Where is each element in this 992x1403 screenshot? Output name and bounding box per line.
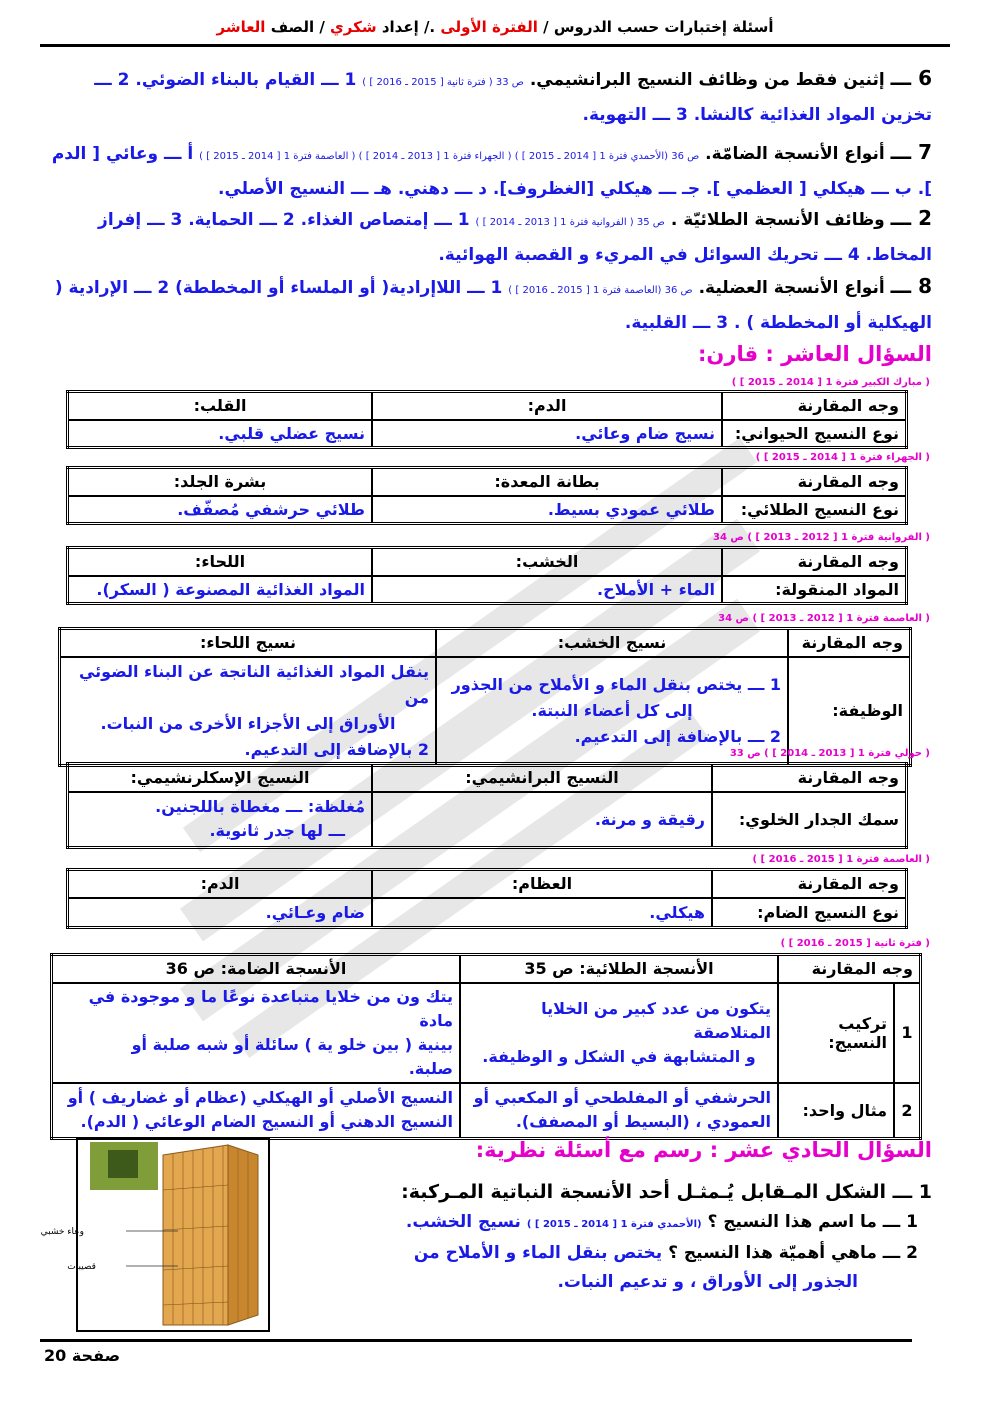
subquestion-ref: (الأحمدي فترة 1 [ 2014 ـ 2015 ] ) [526, 1219, 702, 1230]
table-cell: سمك الجدار الخلوي: [712, 792, 907, 848]
header-grade-label: / الصف [270, 18, 325, 36]
table-cell [60, 657, 437, 766]
subquestion-b-answer-line2: الجذور إلى الأوراق ، و تدعيم النبات. [557, 1272, 858, 1292]
comparison-table-3 [66, 546, 908, 605]
table-cell: رقيقة و مرنة. [372, 792, 712, 848]
table-cell [52, 983, 461, 1083]
comparison-table-6 [66, 868, 908, 929]
footer-divider [40, 1339, 912, 1342]
question-ref: ص 36 (العاصمة فترة 1 [ 2015 ـ 2016 ] ) [508, 285, 693, 296]
table-cell: هيكلي. [372, 898, 712, 928]
subquestion-b-answer: يختص بنقل الماء و الأملاح من [413, 1243, 663, 1263]
table-cell: مثال واحد: [778, 1083, 894, 1139]
table-cell: نوع النسيج الحيواني: [722, 420, 907, 448]
table-source: ( الجهراء فترة 1 [ 2014 ـ 2015 ] ) [755, 452, 930, 463]
page-header [40, 18, 950, 47]
table-header: بطانة المعدة: [372, 468, 722, 496]
subquestion-a: 1 ـــ ما اسم هذا النسيج ؟ [707, 1212, 918, 1232]
cell-line: إلى كل أعضاء النبتة. [531, 700, 693, 720]
cell-line: العمودي ، (البسيط أو المصفف). [515, 1112, 771, 1132]
cell-line: ـــ لها جدر ثانوية. [209, 821, 345, 841]
cell-line: و المتشابهة في الشكل و الوظيفة. [482, 1046, 756, 1066]
question-ref: ص 33 ( فترة ثانية [ 2015 ـ 2016 ] ) [362, 77, 524, 88]
table-row-number: 2 [894, 1083, 921, 1139]
question-11-1-answers [290, 1208, 918, 1297]
cell-line: النسيج الدهني أو النسيج الضام الوعائي ( الدم). [80, 1112, 453, 1132]
subquestion-a-answer: نسيج الخشب. [405, 1212, 521, 1232]
section-subtitle: رسم مع أسئلة نظرية: [475, 1138, 703, 1162]
table-header: النسيج الإسكلرنشيمي: [68, 764, 373, 792]
table-cell: المواد المنقولة: [722, 576, 907, 604]
table-source: ( الفروانية فترة 1 [ 2012 ـ 2013 ] ) ص 34 [713, 532, 930, 543]
table-cell: نوع النسيج الضام: [712, 898, 907, 928]
table-header: وجه المقارنة [722, 548, 907, 576]
question-answer: أ ـــ وعائي [ الدم ]. ب ـــ هيكلي [ العظمي ]. جـ ـــ هيكلي [الغظروف]. د ـــ دهني. هـ ـــ النسيج الأصلي. [51, 144, 932, 199]
question-answer: 1 ـــ اللاإرادية( أو الملساء أو المخططة) 2 ـــ الإرادية ( الهيكلية أو المخططة ) . 3 ـــ القلبية. [54, 278, 932, 333]
table-cell: طلائي عمودي بسيط. [372, 496, 722, 524]
comparison-table-5 [66, 762, 908, 849]
table-cell: نسيج عضلي قلبي. [68, 420, 373, 448]
question-number: 6 ـــ [890, 66, 932, 90]
page-number: صفحة 20 [44, 1346, 121, 1365]
cell-line: ينقل المواد الغذائية الناتجة عن البناء الضوئي من [78, 661, 429, 707]
table-source: ( مبارك الكبير فترة 1 [ 2014 ـ 2015 ] ) [731, 377, 930, 388]
table-header: وجه المقارنة [788, 629, 911, 657]
section-title: السؤال العاشر : [765, 342, 932, 366]
cell-line: الأوراق إلى الأجزاء الأخرى من النبات. [100, 713, 396, 733]
table-cell [460, 983, 778, 1083]
table-header: القلب: [68, 392, 373, 420]
subquestion-b: 2 ـــ ماهي أهميّة هذا النسيج ؟ [668, 1243, 918, 1263]
table-cell [68, 792, 373, 848]
table-cell [52, 1083, 461, 1139]
question-ref: ص 35 ( الفروانية فترة 1 [ 2013 ـ 2014 ] ) [475, 217, 665, 228]
table-header: وجه المقارنة [712, 764, 907, 792]
cell-line: مُغلظة: ـــ مغطاة باللجنين. [155, 797, 365, 817]
cell-line: يتكون من عدد كبير من الخلايا المتلاصقة [541, 998, 771, 1042]
table-source: ( العاصمة فترة 1 [ 2012 ـ 2013 ] ) ص 34 [718, 613, 930, 624]
table-header: نسيج اللحاء: [60, 629, 437, 657]
header-prepared: ./ إعداد [381, 18, 436, 36]
cell-line: النسيج الأصلي أو الهيكلي (عظام أو غضاريف ) أو [67, 1088, 453, 1108]
question-answer: 1 ـــ القيام بالبناء الضوئي. 2 ـــ تخزين المواد الغذائية كالنشا. 3 ـــ التهوية. [94, 70, 932, 125]
table-header: الأنسجة الضامة: ص 36 [52, 955, 461, 983]
section-11-title [476, 1138, 932, 1162]
table-header: النسيج البرانشيمي: [372, 764, 712, 792]
table-cell: نوع النسيج الطلائي: [722, 496, 907, 524]
question-number: 7 ـــ [890, 140, 932, 164]
question-text: أنواع الأنسجة الضامّة. [705, 144, 885, 164]
table-source: ( العاصمة فترة 1 [ 2015 ـ 2016 ] ) [752, 854, 930, 865]
table-header: وجه المقارنة [722, 392, 907, 420]
table-cell: الوظيفة: [788, 657, 911, 766]
question-number: 2 ـــ [890, 206, 932, 230]
header-period: الفترة الأولى [440, 18, 538, 36]
section-title: السؤال الحادي عشر : [709, 1138, 932, 1162]
table-header: اللحاء: [68, 548, 373, 576]
question-text: وظائف الأنسجة الطلائيّة . [670, 210, 885, 230]
table-cell: نسيج ضام وعائي. [372, 420, 722, 448]
section-10-title [698, 342, 932, 366]
table-cell [460, 1083, 778, 1139]
table-header: العظام: [372, 870, 712, 898]
header-author: شكري [330, 18, 377, 36]
question-6 [40, 62, 932, 132]
table-header: وجه المقارنة [778, 955, 921, 983]
table-cell: المواد الغذائية المصنوعة ( السكر). [68, 576, 373, 604]
figure-label-tracheids: قصيبات [67, 1262, 96, 1272]
table-row-number: 1 [894, 983, 921, 1083]
table-header: الأنسجة الطلائية: ص 35 [460, 955, 778, 983]
table-cell: ضام وعـائي. [68, 898, 373, 928]
table-header: الدم: [372, 392, 722, 420]
cell-line: 2 ـــ بالإضافة إلى التدعيم. [574, 726, 781, 746]
figure-label-vessel: وعاء خشبي [40, 1227, 84, 1237]
table-header: الخشب: [372, 548, 722, 576]
comparison-table-7 [50, 953, 922, 1140]
question-ref: ص 36 (الأحمدي فترة 1 [ 2014 ـ 2015 ] ) ( الجهراء فترة 1 [ 2013 ـ 2014 ] ) ( العاصمة فترة 1 [ 2014 ـ 2015 ] ) [199, 151, 700, 162]
question-7 [40, 136, 932, 206]
table-header: نسيج الخشب: [436, 629, 788, 657]
question-text: إثنين فقط من وظائف النسيج البرانشيمي. [529, 70, 885, 90]
comparison-table-1 [66, 390, 908, 449]
table-cell: الماء + الأملاح. [372, 576, 722, 604]
cell-line: الحرشفي أو المفلطحي أو المكعبي أو [473, 1088, 771, 1108]
header-title: أسئلة إختبارات حسب الدروس / [543, 18, 774, 36]
comparison-table-2 [66, 466, 908, 525]
table-source: ( حولي فترة 1 [ 2013 ـ 2014 ] ) ص 33 [729, 748, 930, 759]
question-text: أنواع الأنسجة العضلية. [698, 278, 885, 298]
table-header: وجه المقارنة [722, 468, 907, 496]
xylem-drawing [40, 1140, 268, 1330]
table-source: ( فترة ثانية [ 2015 ـ 2016 ] ) [780, 938, 930, 949]
table-header: الدم: [68, 870, 373, 898]
table-header: وجه المقارنة [712, 870, 907, 898]
cell-line: 2 بالإضافة إلى التدعيم. [244, 739, 429, 759]
table-cell: طلائي حرشفي مُصفّف. [68, 496, 373, 524]
xylem-figure [40, 1138, 270, 1332]
cell-line: 1 ـــ يختص بنقل الماء و الأملاح من الجذور [451, 674, 781, 694]
comparison-table-4 [58, 627, 912, 767]
cell-line: بينية ( بين خلو ية ) سائلة أو شبه صلبة أو [131, 1034, 453, 1054]
table-header: بشرة الجلد: [68, 468, 373, 496]
question-number: 8 ـــ [890, 274, 932, 298]
table-cell: تركيب النسيج: [778, 983, 894, 1083]
cell-line: صلبة. [408, 1058, 453, 1078]
question-2 [40, 202, 932, 272]
question-11-1-title: 1 ـــ الشكل المـقابل يُـمثـل أحد الأنسجة النباتية المـركبة: [401, 1181, 932, 1203]
header-grade: العاشر [216, 18, 266, 36]
section-subtitle: قارن: [698, 342, 759, 366]
cell-line: يتك ون من خلايا متباعدة نوعًا ما و موجودة في مادة [88, 986, 453, 1030]
question-8 [40, 270, 932, 340]
question-answer: 1 ـــ إمتصاص الغذاء. 2 ـــ الحماية. 3 ـــ إفراز المخاط. 4 ـــ تحريك السوائل في المريء و القصبة الهوائية. [98, 210, 932, 265]
